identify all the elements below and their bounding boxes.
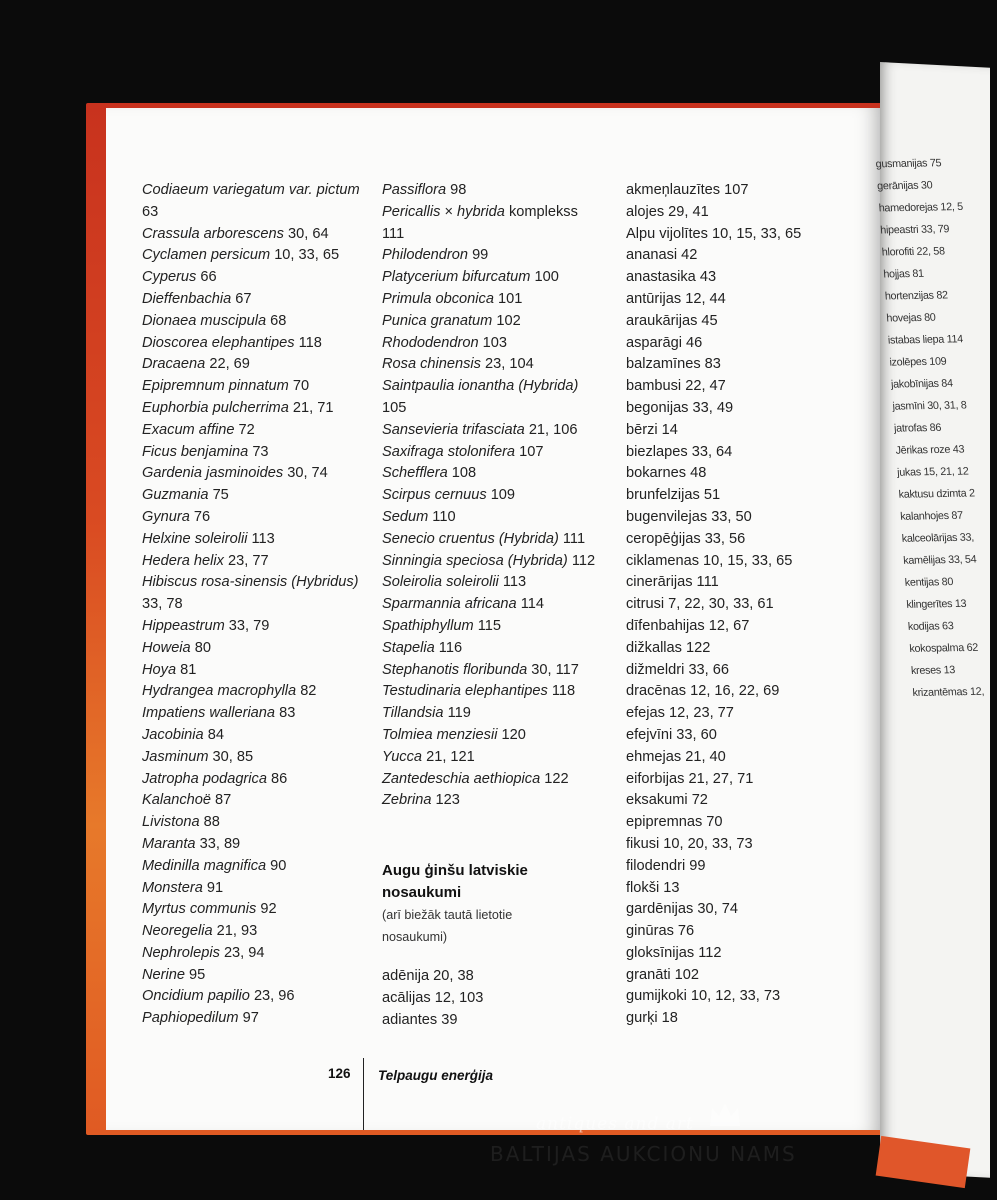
index-entry: 105 <box>382 399 407 416</box>
section-subtitle: (arī biežāk tautā lietotie nosaukumi) <box>382 908 513 945</box>
index-entry: 111 <box>382 225 405 242</box>
index-entry: Hydrangea macrophylla 82 <box>142 683 317 700</box>
index-entry: Philodendron 99 <box>382 247 489 264</box>
index-entry: jasmīni 30, 31, 8 <box>892 399 967 413</box>
index-entry: Primula obconica 101 <box>382 290 523 307</box>
index-entry: adēnija 20, 38 <box>382 968 474 985</box>
index-entry: Medinilla magnifica 90 <box>142 857 287 874</box>
index-entry: Exacum affine 72 <box>142 421 255 438</box>
index-entry: Maranta 33, 89 <box>142 835 241 852</box>
index-entry: dižkallas 122 <box>626 639 711 656</box>
index-entry: bokarnes 48 <box>626 465 707 482</box>
index-entry: Codiaeum variegatum var. pictum <box>142 182 360 198</box>
index-entry: Cyperus 66 <box>142 269 217 286</box>
index-entry: Dioscorea elephantipes 118 <box>142 334 322 351</box>
index-entry: Crassula arborescens 30, 64 <box>142 225 329 242</box>
index-entry: Monstera 91 <box>142 879 224 896</box>
index-entry: kaktusu dzimta 2 <box>898 487 976 501</box>
index-entry: Saintpaulia ionantha (Hybrida) <box>382 378 579 395</box>
index-entry: bugenvilejas 33, 50 <box>626 508 752 525</box>
index-entry: ginūras 76 <box>626 923 695 940</box>
index-entry: Sansevieria trifasciata 21, 106 <box>382 421 578 438</box>
index-entry: kalanhojes 87 <box>899 509 964 523</box>
index-entry: gerānijas 30 <box>876 179 933 193</box>
index-entry: kreses 13 <box>910 664 956 677</box>
index-entry: Zebrina 123 <box>382 792 460 809</box>
index-entry: Gynura 76 <box>142 508 211 525</box>
index-entry: Rosa chinensis 23, 104 <box>382 356 534 373</box>
index-entry: Scirpus cernuus 109 <box>382 487 516 504</box>
index-entry: cinerārijas 111 <box>626 574 719 591</box>
index-entry: Nerine 95 <box>142 966 206 983</box>
index-entry: efejas 12, 23, 77 <box>626 705 734 722</box>
index-entry: Jacobinia 84 <box>142 726 224 743</box>
index-entry: gumijkoki 10, 12, 33, 73 <box>626 988 781 1005</box>
index-entry: epipremnas 70 <box>626 814 723 831</box>
index-entry: antūrijas 12, 44 <box>626 290 726 307</box>
index-entry: gurķi 18 <box>626 1010 678 1027</box>
index-entry: Sparmannia africana 114 <box>382 596 544 613</box>
index-entry: krizantēmas 12, <box>912 685 985 700</box>
index-entry: ananasi 42 <box>626 247 698 264</box>
index-entry: izolēpes 109 <box>889 355 947 369</box>
index-entry: hlorofiti 22, 58 <box>881 245 946 259</box>
index-entry: araukārijas 45 <box>626 312 718 329</box>
index-entry: alojes 29, 41 <box>626 203 709 220</box>
index-entry: Platycerium bifurcatum 100 <box>382 269 559 286</box>
index-entry: Dieffenbachia 67 <box>142 290 252 307</box>
index-entry: granāti 102 <box>626 966 700 983</box>
index-entry: Ficus benjamina 73 <box>142 443 269 460</box>
index-entry: Kalanchoë 87 <box>142 792 232 809</box>
index-entry: Jasminum 30, 85 <box>142 748 254 765</box>
index-entry: Sedum 110 <box>382 508 456 525</box>
index-entry: Jatropha podagrica 86 <box>142 770 288 787</box>
watermark: antiques and art <box>536 1114 694 1134</box>
index-entry: Spathiphyllum 115 <box>382 617 501 634</box>
index-entry: Hibiscus rosa-sinensis (Hybridus) <box>142 574 359 591</box>
index-entry: Epipremnum pinnatum 70 <box>142 378 310 395</box>
index-entry: filodendri 99 <box>626 857 706 874</box>
index-entry: begonijas 33, 49 <box>626 399 734 416</box>
section-heading: Augu ģinšu latviskie nosaukumi <box>382 862 528 902</box>
index-column-2 <box>382 180 595 1032</box>
index-entry: Myrtus communis 92 <box>142 901 277 918</box>
index-entry: dižmeldri 33, 66 <box>626 661 730 678</box>
index-entry: anastasika 43 <box>626 269 717 286</box>
index-entry: Howeia 80 <box>142 639 211 656</box>
index-entry: adiantes 39 <box>382 1011 458 1028</box>
crown-icon <box>708 1100 742 1130</box>
index-entry: hojjas 81 <box>882 267 925 281</box>
index-entry: hipeastri 33, 79 <box>879 223 950 237</box>
index-entry: citrusi 7, 22, 30, 33, 61 <box>626 596 774 613</box>
index-entry: Pericallis × hybrida komplekss <box>382 203 578 220</box>
index-entry: Oncidium papilio 23, 96 <box>142 988 295 1005</box>
index-entry: Alpu vijolītes 10, 15, 33, 65 <box>626 225 802 242</box>
index-entry: Dionaea muscipula 68 <box>142 312 287 329</box>
index-entry: Guzmania 75 <box>142 487 229 504</box>
index-entry: Tolmiea menziesii 120 <box>382 726 526 743</box>
index-entry: Impatiens walleriana 83 <box>142 705 296 722</box>
index-entry: Hoya 81 <box>142 661 197 678</box>
index-entry: Paphiopedilum 97 <box>142 1010 259 1027</box>
index-entry: Testudinaria elephantipes 118 <box>382 683 576 700</box>
index-entry: gardēnijas 30, 74 <box>626 901 738 918</box>
index-entry: Neoregelia 21, 93 <box>142 923 258 940</box>
index-entry: Gardenia jasminoides 30, 74 <box>142 465 328 482</box>
index-entry: 33, 78 <box>142 596 183 613</box>
index-entry: kamēlijas 33, 54 <box>902 553 977 567</box>
index-entry: Livistona 88 <box>142 814 220 831</box>
index-entry: balzamīnes 83 <box>626 356 721 373</box>
index-entry: klingerītes 13 <box>905 597 967 611</box>
index-entry: Saxifraga stolonifera 107 <box>382 443 544 460</box>
index-entry: Stapelia 116 <box>382 639 463 656</box>
watermark-text: BALTIJAS AUKCIONU NAMS <box>490 1142 797 1166</box>
running-title: Telpaugu enerģija <box>378 1068 494 1083</box>
index-entry: fikusi 10, 20, 33, 73 <box>626 835 753 852</box>
index-entry: 63 <box>142 203 159 220</box>
index-entry: kalceolārijas 33, <box>901 531 975 545</box>
index-entry: brunfelzijas 51 <box>626 487 721 504</box>
index-entry: Senecio cruentus (Hybrida) 111 <box>382 530 586 547</box>
index-entry: dīfenbahijas 12, 67 <box>626 617 750 634</box>
index-entry: Schefflera 108 <box>382 465 477 482</box>
book-page <box>106 108 880 1130</box>
index-entry: Soleirolia soleirolii 113 <box>382 574 527 591</box>
index-entry: istabas liepa 114 <box>887 333 964 347</box>
index-entry: kentijas 80 <box>904 576 954 589</box>
index-entry: eksakumi 72 <box>626 792 708 809</box>
index-entry: Passiflora 98 <box>382 182 467 198</box>
index-entry: bambusi 22, 47 <box>626 378 726 395</box>
index-entry: Zantedeschia aethiopica 122 <box>382 770 569 787</box>
index-entry: biezlapes 33, 64 <box>626 443 733 460</box>
index-entry: hortenzijas 82 <box>884 289 949 303</box>
index-entry: gusmanijas 75 <box>875 157 942 171</box>
index-entry: flokši 13 <box>626 879 680 896</box>
page-number: 126 <box>328 1066 351 1081</box>
index-entry: ciklamenas 10, 15, 33, 65 <box>626 552 793 569</box>
index-entry: Sinningia speciosa (Hybrida) 112 <box>382 552 596 569</box>
index-entry: Stephanotis floribunda 30, 117 <box>382 661 579 678</box>
index-entry: dracēnas 12, 16, 22, 69 <box>626 683 780 700</box>
index-entry: jukas 15, 21, 12 <box>896 465 969 479</box>
index-entry: Nephrolepis 23, 94 <box>142 944 265 961</box>
index-column-1 <box>142 180 360 1030</box>
index-entry: kodijas 63 <box>907 620 954 633</box>
index-entry: Cyclamen persicum 10, 33, 65 <box>142 247 340 264</box>
index-entry: kokospalma 62 <box>909 641 979 655</box>
index-entry: asparāgi 46 <box>626 334 703 351</box>
index-entry: jakobīnijas 84 <box>890 377 954 391</box>
index-entry: bērzi 14 <box>626 421 678 438</box>
index-entry: hamedorejas 12, 5 <box>878 200 964 215</box>
index-entry: ceropēģijas 33, 56 <box>626 530 746 547</box>
index-column-3 <box>626 180 801 1030</box>
index-entry: Jērikas roze 43 <box>895 443 965 457</box>
index-entry: jatrofas 86 <box>893 421 942 435</box>
index-entry: Tillandsia 119 <box>382 705 471 722</box>
index-entry: akmeņlauzītes 107 <box>626 182 749 198</box>
next-page-partial <box>875 62 990 1178</box>
index-entry: acālijas 12, 103 <box>382 989 484 1006</box>
index-entry: Rhododendron 103 <box>382 334 507 351</box>
index-entry: hovejas 80 <box>886 311 936 325</box>
index-entry: efejvīni 33, 60 <box>626 726 717 743</box>
index-entry: Yucca 21, 121 <box>382 748 475 765</box>
index-entry: Euphorbia pulcherrima 21, 71 <box>142 399 334 416</box>
index-entry: Hippeastrum 33, 79 <box>142 617 270 634</box>
index-entry: eiforbijas 21, 27, 71 <box>626 770 754 787</box>
index-entry: Punica granatum 102 <box>382 312 521 329</box>
index-entry: Hedera helix 23, 77 <box>142 552 269 569</box>
folio-divider <box>363 1058 364 1130</box>
index-entry: Helxine soleirolii 113 <box>142 530 275 547</box>
index-entry: gloksīnijas 112 <box>626 944 722 961</box>
index-entry: Dracaena 22, 69 <box>142 356 250 373</box>
index-entry: ehmejas 21, 40 <box>626 748 726 765</box>
